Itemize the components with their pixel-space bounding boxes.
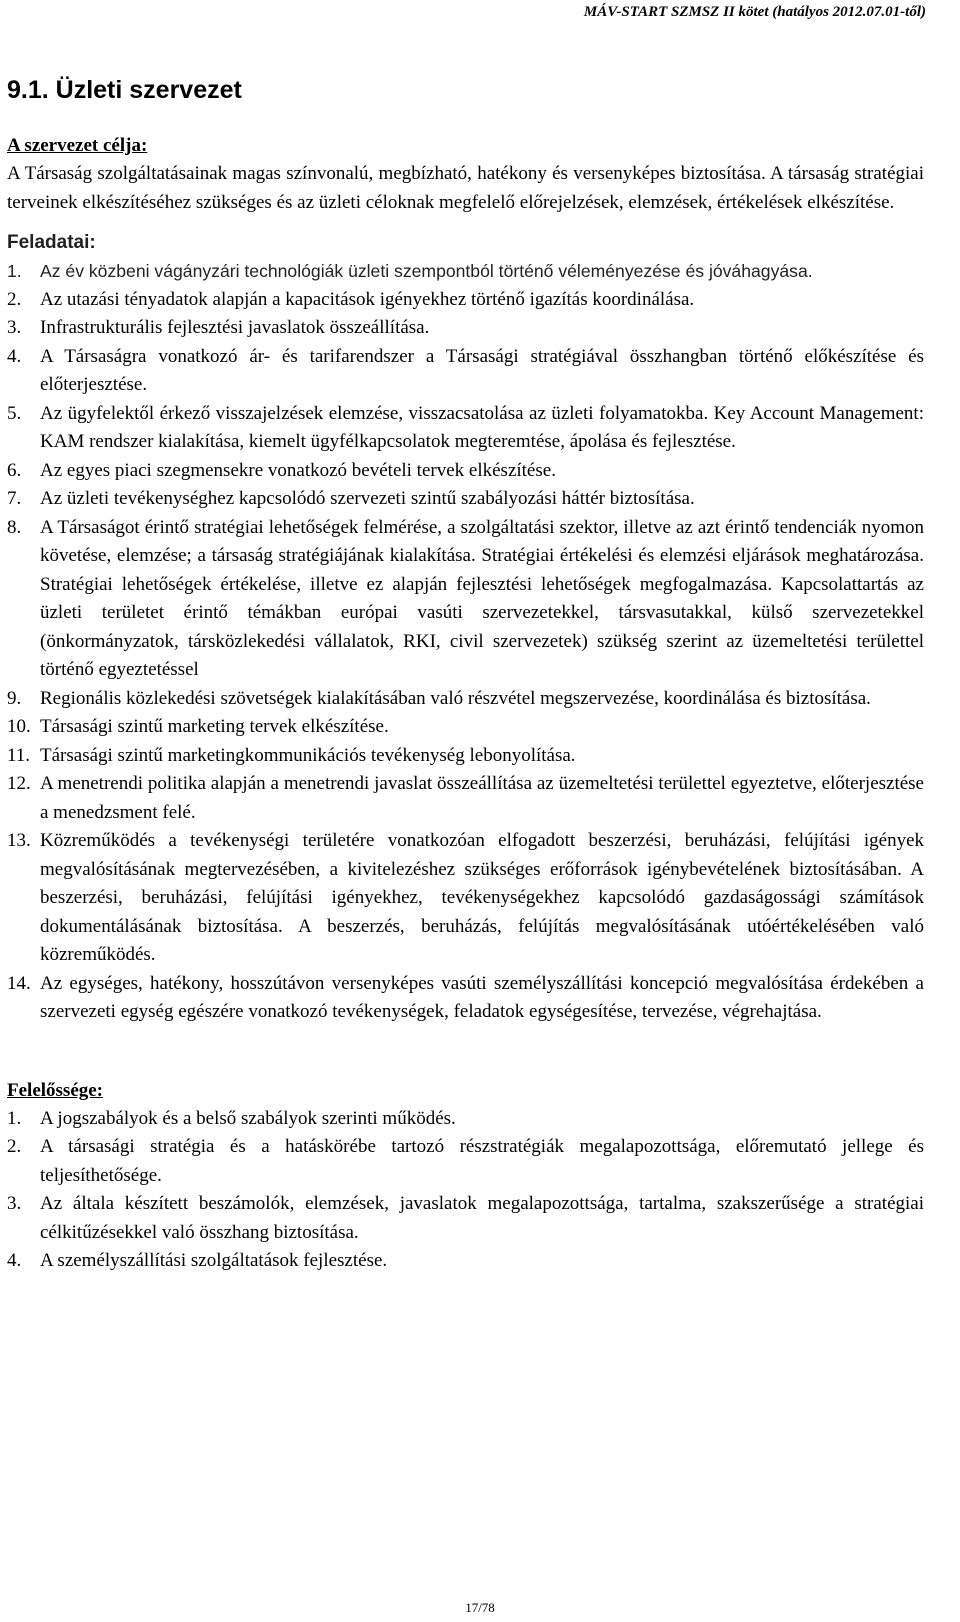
responsibility-number: 1. [7, 1107, 22, 1129]
task-number: 10. [7, 716, 31, 737]
responsibility-text: A jogszabályok és a belső szabályok szerinti működés. [40, 1107, 456, 1129]
task-number: 13. [7, 830, 31, 851]
task-text: A Társaságot érintő stratégiai lehetőségek felmérése, a szolgáltatási szektor, illetve az azt érintő tendenciák nyomon követése, elemzése; a társaság stratégiájának kialakítása. Stratégiai értékelési és elemzési eljárások meghatározása. Stratégiai lehetőségek értékelése, illetve ez alapján fejlesztési lehetőségek megfogalmazása. Kapcsolattartás az üzleti területet érintő témákban európai vasúti szervezetekkel, társvasutakkal, külső szervezetekkel (önkormányzatok, társközlekedési vállalatok, RKI, civil szervezetek) szükség szerint az üzemeltetési területtel történő egyeztetéssel [40, 516, 924, 680]
task-text: A Társaságra vonatkozó ár- és tarifarendszer a Társasági stratégiával összhangban történő előkészítése és előterjesztése. [40, 345, 924, 395]
task-item [7, 970, 924, 1027]
responsibility-list [7, 1105, 924, 1276]
responsibility-item [7, 1190, 924, 1247]
task-number: 8. [7, 516, 22, 538]
task-text: Infrastrukturális fejlesztési javaslatok összeállítása. [40, 317, 430, 338]
task-number: 1. [7, 261, 22, 281]
task-number: 12. [7, 773, 31, 794]
task-number: 4. [7, 345, 22, 367]
responsibility-item [7, 1105, 924, 1134]
task-text: Az egységes, hatékony, hosszútávon versenyképes vasúti személyszállítási koncepció megvalósítása érdekében a szervezeti egység egészére vonatkozó tevékenységek, feladatok egységesítése, tervezése, végrehajtása. [40, 972, 924, 1022]
tasks-heading: Feladatai: [7, 232, 96, 253]
task-number: 11. [7, 744, 31, 766]
task-number: 2. [7, 288, 22, 310]
task-text: Az év közbeni vágányzári technológiák üzleti szempontból történő véleményezése és jóváhagyása. [40, 261, 813, 281]
task-item [7, 400, 924, 457]
page-number: 17/78 [465, 1600, 495, 1615]
task-number: 7. [7, 488, 22, 509]
document-page [7, 74, 924, 1276]
goal-heading: A szervezet célja: [7, 135, 148, 156]
task-text: Regionális közlekedési szövetségek kialakításában való részvétel megszervezése, koordinálása és biztosítása. [40, 687, 871, 709]
task-number: 5. [7, 402, 22, 424]
task-number: 14. [7, 972, 31, 994]
task-item [7, 713, 924, 742]
goal-text: A Társaság szolgáltatásainak magas színvonalú, megbízható, hatékony és versenyképes biztosítása. A társaság stratégiai terveinek elkészítéséhez szükséges és az üzleti céloknak megfelelő előrejelzések, elemzések, értékelések elkészítése. [7, 163, 924, 213]
responsibility-heading: Felelőssége: [7, 1079, 104, 1101]
task-item [7, 343, 924, 400]
responsibility-item [7, 1247, 924, 1276]
task-item [7, 257, 924, 286]
responsibility-text: Az általa készített beszámolók, elemzések, javaslatok megalapozottsága, tartalma, szakszerűsége a stratégiai célkitűzésekkel való összhang biztosítása. [40, 1193, 924, 1243]
responsibility-number: 2. [7, 1136, 22, 1157]
responsibility-item [7, 1133, 924, 1190]
task-item [7, 742, 924, 771]
running-header: MÁV-START SZMSZ II kötet (hatályos 2012.07.01-től) [583, 4, 926, 20]
task-item [7, 314, 924, 343]
task-number: 3. [7, 317, 22, 338]
task-item [7, 286, 924, 315]
task-item [7, 685, 924, 714]
task-text: Közreműködés a tevékenységi területére vonatkozóan elfogadott beszerzési, beruházási, felújítási igények megvalósításának megtervezésében, a kivitelezéshez szükséges erőforrások igénybevételének biztosításában. A beszerzési, beruházási, felújítási igényekhez, tevékenységekhez kapcsolódó gazdaságossági számítások dokumentálásának biztosítása. A beszerzés, beruházás, felújítás megvalósításának utóértékelésében való közreműködés. [40, 830, 924, 965]
goal-section [7, 132, 924, 217]
task-item [7, 485, 924, 514]
responsibility-number: 4. [7, 1250, 22, 1271]
responsibility-number: 3. [7, 1193, 22, 1214]
document-title: 9.1. Üzleti szervezet [7, 76, 242, 104]
responsibility-text: A személyszállítási szolgáltatások fejlesztése. [40, 1250, 388, 1271]
responsibility-section [7, 1077, 924, 1276]
task-text: Társasági szintű marketing tervek elkészítése. [40, 716, 389, 737]
task-number: 6. [7, 459, 22, 481]
task-text: Az egyes piaci szegmensekre vonatkozó bevételi tervek elkészítése. [40, 459, 556, 481]
task-item [7, 827, 924, 970]
task-text: Az ügyfelektől érkező visszajelzések elemzése, visszacsatolása az üzleti folyamatokba. Key Account Management: KAM rendszer kialakítása, kiemelt ügyfélkapcsolatok megteremtése, ápolása és fejlesztése. [40, 402, 924, 452]
task-text: Az utazási tényadatok alapján a kapacitások igényekhez történő igazítás koordinálása. [40, 288, 695, 310]
task-text: Társasági szintű marketingkommunikációs tevékenység lebonyolítása. [40, 744, 576, 766]
task-text: Az üzleti tevékenységhez kapcsolódó szervezeti szintű szabályozási háttér biztosítása. [40, 488, 695, 509]
task-item [7, 457, 924, 486]
task-text: A menetrendi politika alapján a menetrendi javaslat összeállítása az üzemeltetési területtel egyeztetve, előterjesztése a menedzsment felé. [40, 773, 924, 823]
responsibility-text: A társasági stratégia és a hatáskörébe tartozó részstratégiák megalapozottsága, előremutató jellege és teljesíthetősége. [40, 1136, 924, 1186]
task-item [7, 514, 924, 685]
task-number: 9. [7, 687, 22, 709]
tasks-list [7, 257, 924, 1027]
tasks-section [7, 229, 924, 1027]
task-item [7, 770, 924, 827]
